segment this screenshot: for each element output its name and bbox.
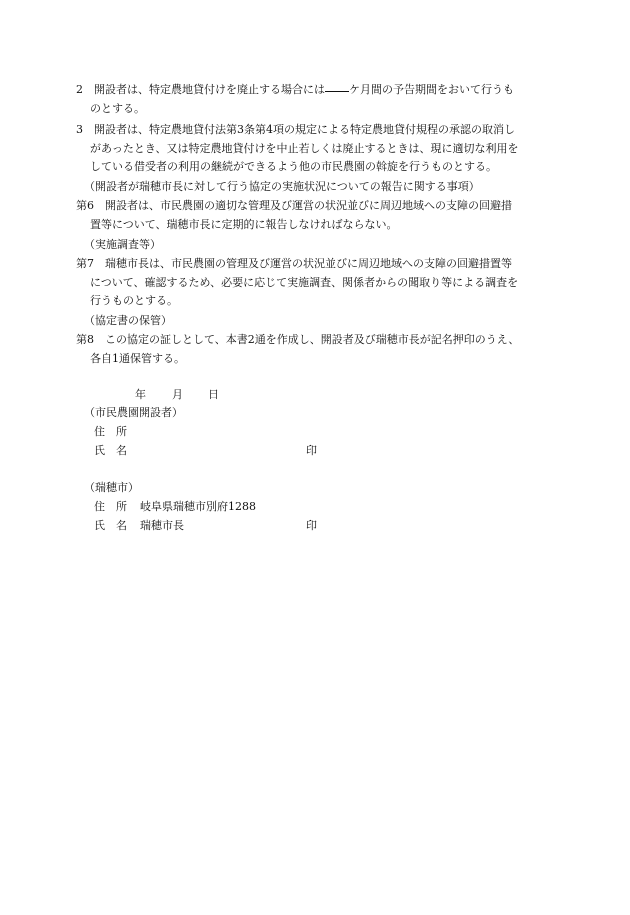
clause-2-text-a: 2 開設者は、特定農地貸付けを廃止する場合には (76, 83, 325, 96)
article-8-heading: （協定書の保管） (84, 314, 172, 327)
article-6-line-2: 置等について、瑞穂市長に定期的に報告しなければならない。 (90, 218, 398, 231)
city-name-value: 瑞穂市長 (140, 519, 184, 532)
clause-2-text-b: ケ月間の予告期間をおいて行うも (349, 83, 514, 96)
article-7-line-3: 行うものとする。 (90, 294, 178, 307)
date-month-label: 月 (172, 388, 183, 401)
city-name-label: 氏 名 (94, 519, 127, 532)
article-7-line-1: 第7 瑞穂市長は、市民農園の管理及び運営の状況並びに周辺地域への支障の回避措置等 (76, 257, 512, 270)
date-year-label: 年 (135, 388, 146, 401)
article-6-heading: （開設者が瑞穂市長に対して行う協定の実施状況についての報告に関する事項） (84, 180, 480, 193)
operator-address-label: 住 所 (94, 425, 127, 438)
clause-3-line-3: している借受者の利用の継続ができるよう他の市民農園の斡旋を行うものとする。 (90, 160, 497, 173)
article-8-line-2: 各自1通保管する。 (90, 352, 185, 365)
article-7-heading: （実施調査等） (84, 238, 161, 251)
clause-3-line-1: 3 開設者は、特定農地貸付法第3条第4項の規定による特定農地貸付規程の承認の取消し (76, 123, 515, 136)
clause-2-line-2: のとする。 (90, 102, 145, 115)
city-heading: （瑞穂市） (84, 481, 139, 494)
article-6-line-1: 第6 開設者は、市民農園の適切な管理及び運営の状況並びに周辺地域への支障の回避措 (76, 199, 512, 212)
date-day-label: 日 (208, 388, 219, 401)
city-address-label: 住 所 (94, 500, 127, 513)
operator-heading: （市民農園開設者） (84, 406, 183, 419)
blank-fill-line (325, 90, 349, 92)
article-7-line-2: について、確認するため、必要に応じて実施調査、関係者からの聞取り等による調査を (90, 276, 519, 289)
city-address-value: 岐阜県瑞穂市別府1288 (140, 500, 256, 513)
operator-seal-mark: 印 (306, 444, 317, 457)
article-8-line-1: 第8 この協定の証しとして、本書2通を作成し、開設者及び瑞穂市長が記名押印のうえ、 (76, 333, 520, 346)
operator-name-label: 氏 名 (94, 444, 127, 457)
clause-3-line-2: があったとき、又は特定農地貸付けを中止若しくは廃止するときは、現に適切な利用を (90, 142, 519, 155)
city-seal-mark: 印 (306, 519, 317, 532)
clause-2-line-1 (76, 82, 514, 98)
